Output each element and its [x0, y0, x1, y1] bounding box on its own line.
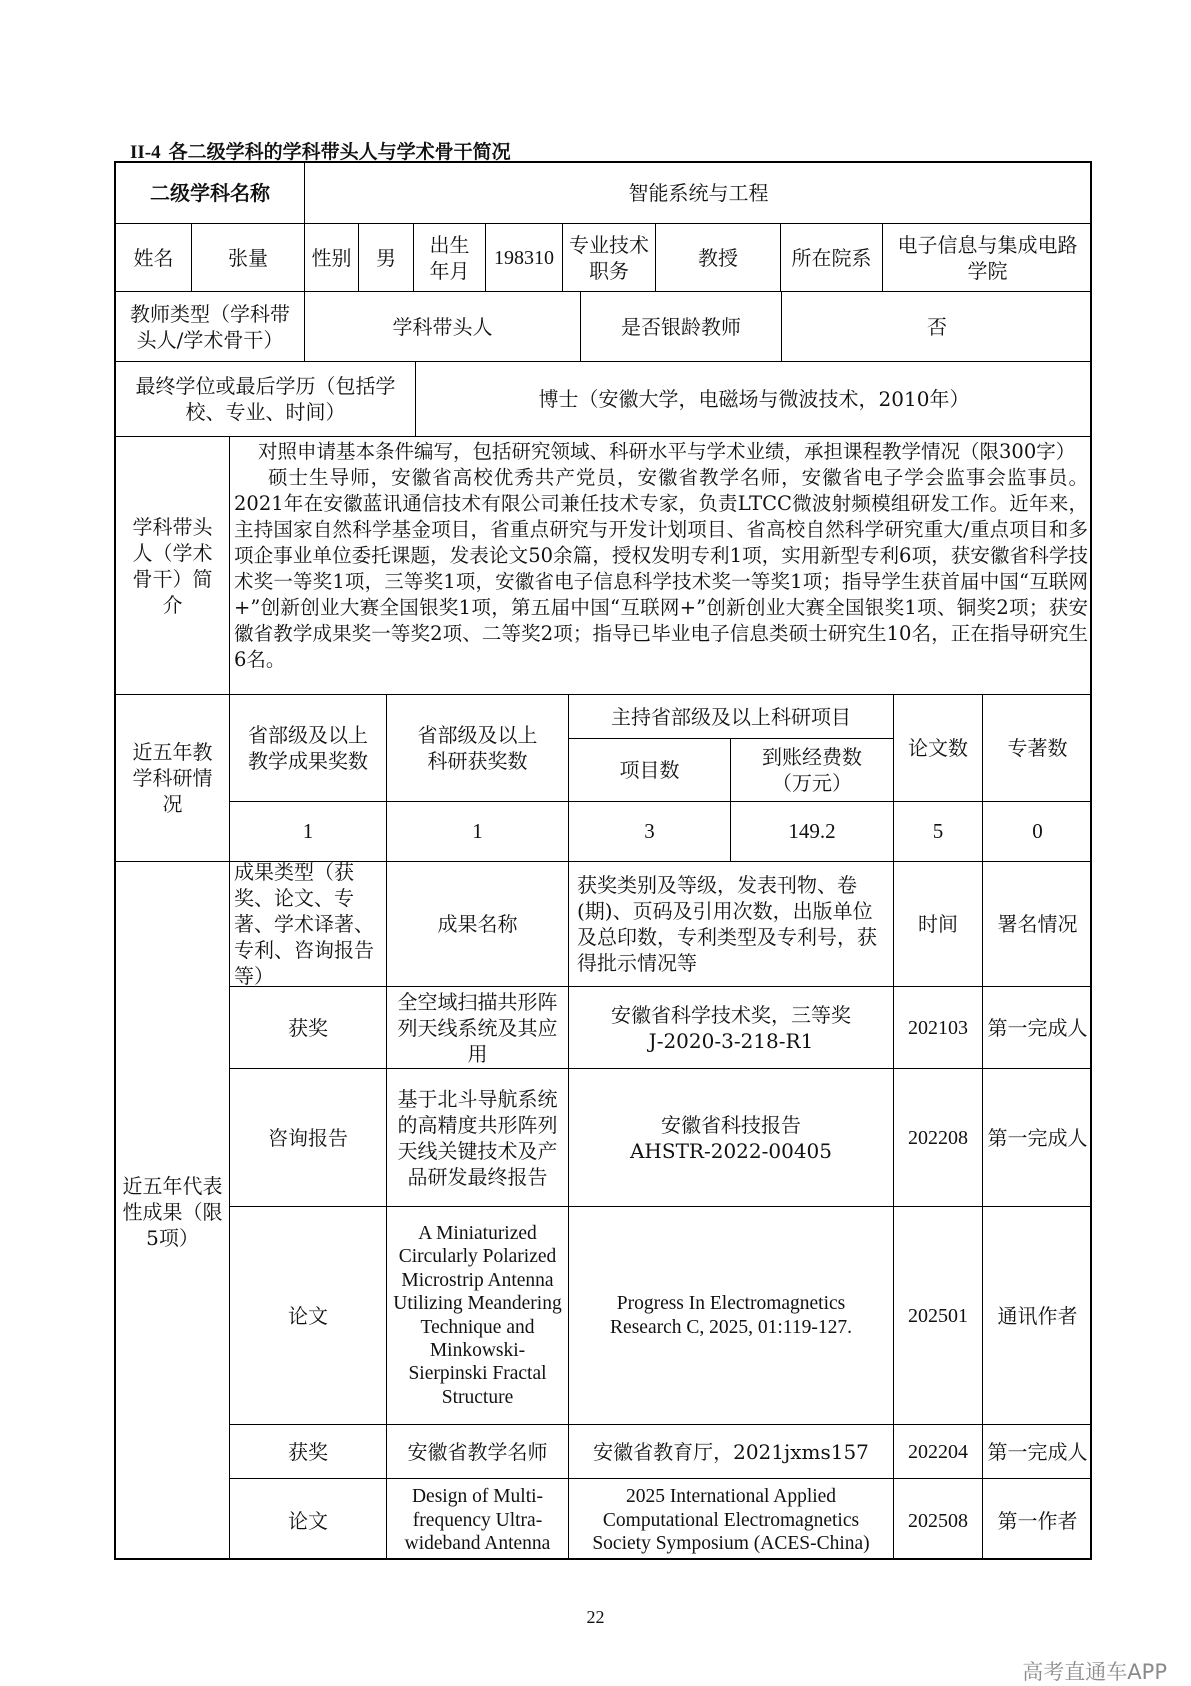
- page-number: 22: [586, 1607, 605, 1627]
- intro-text: [230, 437, 1092, 695]
- stats-header-research-award: 省部级及以上科研获奖数: [387, 695, 569, 802]
- degree-label: 最终学位或最后学历（包括学校、专业、时间）: [116, 362, 416, 437]
- professional-title-value: 教授: [656, 224, 781, 292]
- ach-header-type: 成果类型（获奖、论文、专著、学术译著、专利、咨询报告等）: [230, 862, 387, 987]
- name-value: 张量: [192, 224, 305, 292]
- department-value: 电子信息与集成电路学院: [883, 224, 1092, 292]
- section-code: II-4: [130, 142, 161, 163]
- ach-row-3-detail: Progress In Electromagnetics Research C, 2025, 01:119-127.: [569, 1207, 894, 1425]
- stats-header-projects-group: 主持省部级及以上科研项目: [569, 695, 894, 739]
- stats-value-research-award: 1: [387, 802, 569, 862]
- ach-row-4-name: 安徽省教学名师: [387, 1425, 569, 1479]
- ach-header-name: 成果名称: [387, 862, 569, 987]
- subject-name-label: 二级学科名称: [116, 163, 305, 224]
- ach-row-2-type: 咨询报告: [230, 1069, 387, 1207]
- stats-header-funding: 到账经费数（万元）: [731, 739, 894, 802]
- ach-row-5-type: 论文: [230, 1479, 387, 1560]
- ach-header-detail: 获奖类别及等级，发表刊物、卷(期)、页码及引用次数，出版单位及总印数，专利类型及专利号，获得批示情况等: [569, 862, 894, 987]
- teacher-type-value: 学科带头人: [305, 292, 581, 362]
- stats-label: 近五年教学科研情况: [116, 695, 230, 862]
- stats-value-project-count: 3: [569, 802, 731, 862]
- stats-value-books: 0: [983, 802, 1092, 862]
- name-label: 姓名: [116, 224, 192, 292]
- intro-label: 学科带头人（学术骨干）简介: [116, 437, 230, 695]
- ach-row-2-name: 基于北斗导航系统的高精度共形阵列天线关键技术及产品研发最终报告: [387, 1069, 569, 1207]
- stats-value-teaching-award: 1: [230, 802, 387, 862]
- section-heading: [130, 137, 511, 164]
- section-title: 各二级学科的学科带头人与学术骨干简况: [168, 141, 511, 163]
- ach-header-author: 署名情况: [983, 862, 1092, 987]
- ach-row-1-detail: 安徽省科学技术奖，三等奖 J-2020-3-218-R1: [569, 987, 894, 1069]
- ach-row-5-time: 202508: [894, 1479, 983, 1560]
- ach-row-1-time: 202103: [894, 987, 983, 1069]
- department-label: 所在院系: [781, 224, 883, 292]
- ach-row-4-time: 202204: [894, 1425, 983, 1479]
- stats-header-project-count: 项目数: [569, 739, 731, 802]
- achievements-label: 近五年代表性成果（限5项）: [116, 862, 230, 1560]
- ach-row-4-detail: 安徽省教育厅，2021jxms157: [569, 1425, 894, 1479]
- watermark: 高考直通车APP: [1022, 1660, 1167, 1684]
- ach-row-5-detail: 2025 International Applied Computational Electromagnetics Society Symposium (ACES-China): [569, 1479, 894, 1560]
- ach-header-time: 时间: [894, 862, 983, 987]
- ach-row-1-type: 获奖: [230, 987, 387, 1069]
- ach-row-1-name: 全空域扫描共形阵列天线系统及其应用: [387, 987, 569, 1069]
- birth-value: 198310: [486, 224, 563, 292]
- stats-header-books: 专著数: [983, 695, 1092, 802]
- ach-row-5-author: 第一作者: [997, 1508, 1078, 1533]
- ach-row-3-name: A Miniaturized Circularly Polarized Microstrip Antenna Utilizing Meandering Technique and Minkowski-Sierpinski Fractal Structure: [387, 1207, 569, 1425]
- ach-row-3-author: 通讯作者: [983, 1207, 1092, 1425]
- subject-name-value: 智能系统与工程: [305, 163, 1092, 224]
- ach-row-3-time: 202501: [894, 1207, 983, 1425]
- intro-hint: 对照申请基本条件编写，包括研究领域、科研水平与学术业绩，承担课程教学情况（限300字）: [258, 440, 1076, 463]
- intro-body: 硕士生导师，安徽省高校优秀共产党员，安徽省教学名师，安徽省电子学会监事会监事员。2021年在安徽蓝讯通信技术有限公司兼任技术专家，负责LTCC微波射频模组研发工作。近年来，主持国家自然科学基金项目，省重点研究与开发计划项目、省高校自然科学研究重大/重点项目和多项企事业单位委托课题，发表论文50余篇，授权发明专利1项，实用新型专利6项，获安徽省科学技术奖一等奖1项，三等奖1项，安徽省电子信息科学技术奖一等奖1项；指导学生获首届中国“互联网+”创新创业大赛全国银奖1项，第五届中国“互联网+”创新创业大赛全国银奖1项、铜奖2项；获安徽省教学成果奖一等奖2项、二等奖2项；指导已毕业电子信息类硕士研究生10名，正在指导研究生6名。: [234, 466, 1088, 671]
- ach-row-4-author: 第一完成人: [983, 1425, 1092, 1479]
- teacher-type-label: 教师类型（学科带头人/学术骨干）: [116, 292, 305, 362]
- silver-teacher-value: 否: [782, 292, 1092, 362]
- ach-row-4-type: 获奖: [230, 1425, 387, 1479]
- stats-header-papers: 论文数: [894, 695, 983, 802]
- birth-label: 出生年月: [414, 224, 486, 292]
- degree-value: 博士（安徽大学，电磁场与微波技术，2010年）: [416, 362, 1092, 437]
- profile-table: [114, 161, 1092, 1560]
- ach-row-3-type: 论文: [230, 1207, 387, 1425]
- stats-value-papers: 5: [894, 802, 983, 862]
- ach-row-1-author: 第一完成人: [983, 987, 1092, 1069]
- ach-row-2-detail: 安徽省科技报告 AHSTR-2022-00405: [569, 1069, 894, 1207]
- professional-title-label: 专业技术职务: [563, 224, 656, 292]
- stats-value-funding: 149.2: [731, 802, 894, 862]
- ach-row-2-time: 202208: [894, 1069, 983, 1207]
- stats-header-teaching-award: 省部级及以上教学成果奖数: [230, 695, 387, 802]
- ach-row-5-name: Design of Multi-frequency Ultra-wideband Antenna: [387, 1479, 569, 1560]
- gender-label: 性别: [305, 224, 359, 292]
- ach-row-2-author: 第一完成人: [983, 1069, 1092, 1207]
- silver-teacher-label: 是否银龄教师: [581, 292, 782, 362]
- gender-value: 男: [359, 224, 414, 292]
